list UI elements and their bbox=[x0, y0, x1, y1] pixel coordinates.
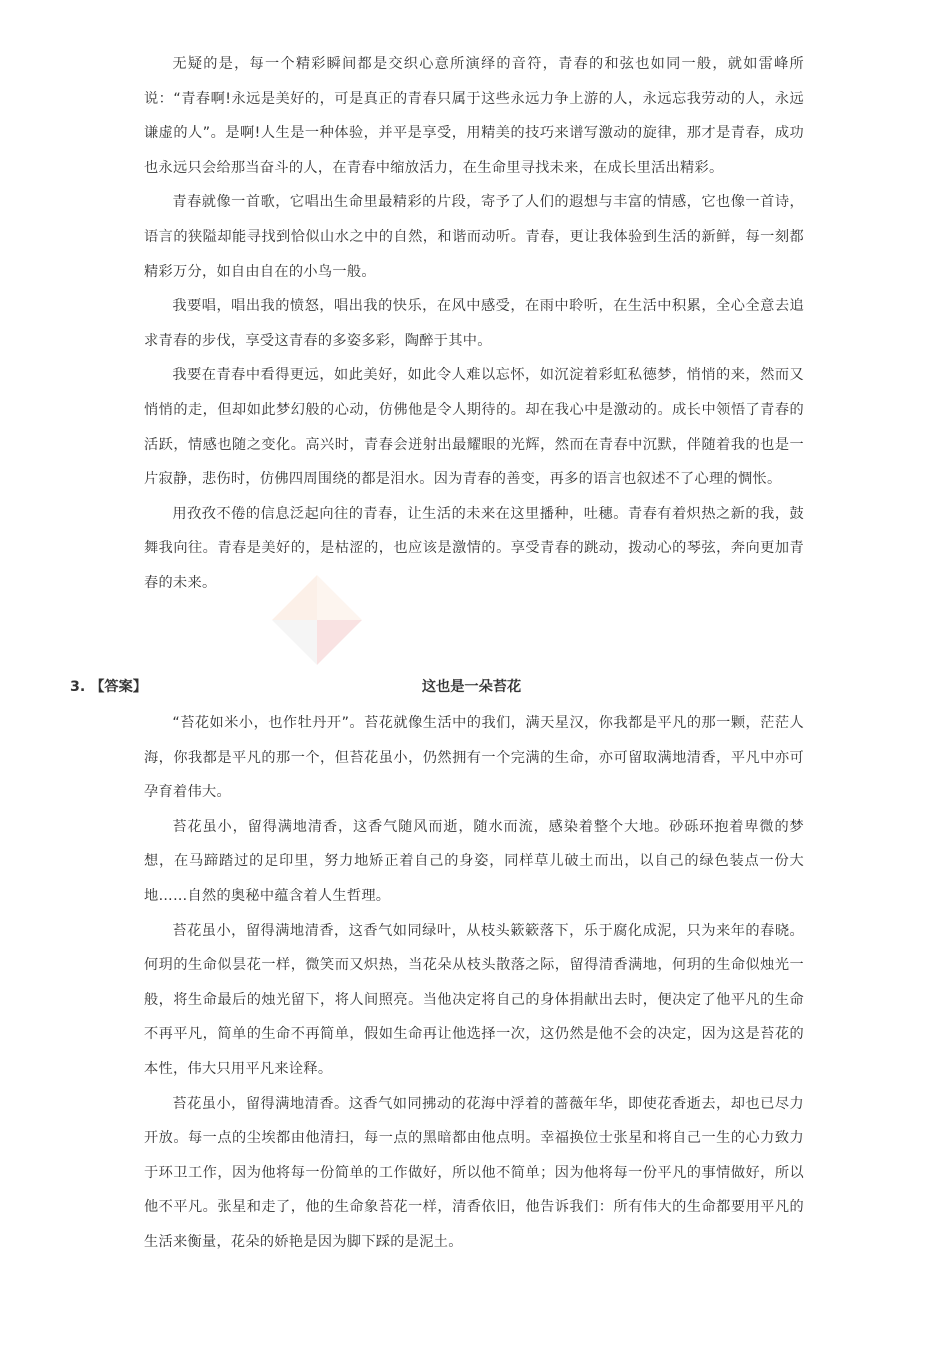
paragraph: 我要在青春中看得更远，如此美好，如此令人难以忘怀，如沉淀着彩虹私德梦，悄悄的来，然而又悄悄的走，但却如此梦幻般的心动，仿佛他是令人期待的。却在我心中是激动的。成长中领悟了青春的活跃，情感也随之变化。高兴时，青春会迸射出最耀眼的光辉，然而在青春中沉默，伴随着我的也是一片寂静，悲伤时，仿佛四周围绕的都是泪水。因为青春的善变，再多的语言也叙述不了心理的惆怅。 bbox=[144, 367, 804, 488]
essay-title: 这也是一朵苔花 bbox=[421, 679, 522, 695]
answer-label: 3. 【答案】 bbox=[70, 679, 147, 695]
paragraph: 苔花虽小，留得满地清香。这香气如同拂动的花海中浮着的蔷薇年华，即使花香逝去，却也已尽力开放。每一点的尘埃都由他清扫，每一点的黑暗都由他点明。幸福换位士张星和将自己一生的心力致力于环卫工作，因为他将每一份简单的工作做好，所以他不简单；因为他将每一份平凡的事情做好，所以他不平凡。张星和走了，他的生命象苔花一样，清香依旧，他告诉我们：所有伟大的生命都要用平凡的生活来衡量，花朵的娇艳是因为脚下踩的是泥土。 bbox=[144, 1095, 804, 1250]
paragraph: 我要唱，唱出我的愤怒，唱出我的快乐，在风中感受，在雨中聆听，在生活中积累，全心全意去追求青春的步伐，享受这青春的多姿多彩，陶醉于其中。 bbox=[144, 298, 804, 349]
paragraph: 苔花虽小，留得满地清香，这香气如同绿叶，从枝头簌簌落下，乐于腐化成泥，只为来年的春晓。何玥的生命似昙花一样，微笑而又炽热，当花朵从枝头散落之际，留得清香满地，何玥的生命似烛光一般，将生命最后的烛光留下，将人间照亮。当他决定将自己的身体捐献出去时，便决定了他平凡的生命不再平凡，简单的生命不再简单，假如生命再让他选择一次，这仍然是他不会的决定，因为这是苔花的本性，伟大只用平凡来诠释。 bbox=[144, 922, 804, 1077]
essay-section-2 bbox=[144, 706, 804, 1260]
paragraph: 用孜孜不倦的信息泛起向往的青春，让生活的未来在这里播种，吐穗。青春有着炽热之新的我，鼓舞我向往。青春是美好的，是枯涩的，也应该是激情的。享受青春的跳动，拨动心的琴弦，奔向更加青春的未来。 bbox=[144, 505, 804, 591]
paragraph: 无疑的是，每一个精彩瞬间都是交织心意所演绎的音符，青春的和弦也如同一般，就如雷峰所说：“青春啊!永远是美好的，可是真正的青春只属于这些永远力争上游的人，永远忘我劳动的人，永远谦虚的人”。是啊!人生是一种体验，并平是享受，用精美的技巧来谱写激动的旋律，那才是青春，成功也永远只会给那当奋斗的人，在青春中缩放活力，在生命里寻找未来，在成长里活出精彩。 bbox=[144, 56, 804, 176]
paragraph: 苔花虽小，留得满地清香，这香气随风而逝，随水而流，感染着整个大地。砂砾环抱着卑微的梦想，在马蹄踏过的足印里，努力地矫正着自己的身姿，同样草儿破土而出，以自己的绿色装点一份大地……自然的奥秘中蕴含着人生哲理。 bbox=[144, 818, 804, 904]
essay-section-1 bbox=[144, 47, 804, 601]
watermark-logo-icon bbox=[262, 560, 392, 680]
paragraph: 青春就像一首歌，它唱出生命里最精彩的片段，寄予了人们的遐想与丰富的情感，它也像一首诗，语言的狭隘却能寻找到恰似山水之中的自然，和谐而动听。青春，更让我体验到生活的新鲜，每一刻都精彩万分，如自由自在的小鸟一般。 bbox=[144, 194, 804, 280]
paragraph: “苔花如米小，也作牡丹开”。苔花就像生活中的我们，满天星汉，你我都是平凡的那一颗，茫茫人海，你我都是平凡的那一个，但苔花虽小，仍然拥有一个完满的生命，亦可留取满地清香，平凡中亦可孕育着伟大。 bbox=[144, 715, 804, 801]
